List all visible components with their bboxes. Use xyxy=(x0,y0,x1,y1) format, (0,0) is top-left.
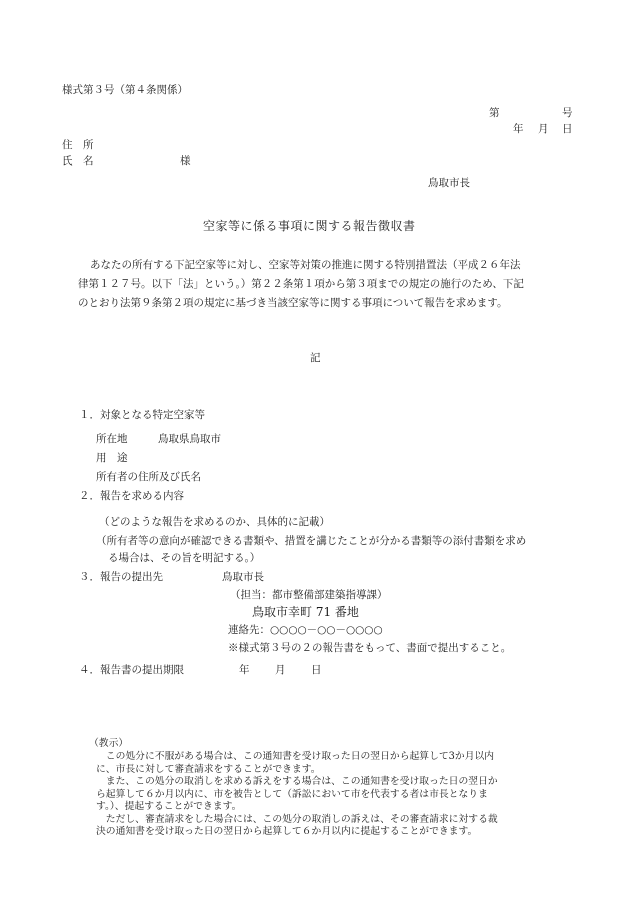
honorific: 様 xyxy=(180,155,191,167)
deadline-day: 日 xyxy=(311,664,322,676)
location-value: 鳥取県鳥取市 xyxy=(158,433,221,445)
notice-line-7: 決の通知書を受け取った日の翌日から起算して６か月以内に提起することができます。 xyxy=(96,826,478,837)
date-day: 日 xyxy=(562,123,573,135)
notice-line-3: また、この処分の取消しを求める訴えをする場合は、この通知書を受け取った日の翌日か xyxy=(96,776,498,787)
intro-line-3: のとおり法第９条第２項の規定に基づき当該空家等に関する事項について報告を求めます。 xyxy=(78,297,508,309)
contact-phone: 連絡先：○○○○－○○－○○○○ xyxy=(228,624,383,636)
notice-line-5: す。）、提起することができます。 xyxy=(96,801,242,812)
use-label: 用 途 xyxy=(96,452,128,464)
contact-person: （担当：都市整備部建築指導課） xyxy=(230,589,388,601)
notice-body xyxy=(96,751,582,839)
notice-line-1: この処分に不服がある場合は、この通知書を受け取った日の翌日から起算して3か月以内 xyxy=(96,751,495,762)
notice-line-4: ら起算して６か月以内に、市を被告として（訴訟において市を代表する者は市長となりま xyxy=(96,788,488,800)
item2-heading: ２．報告を求める内容 xyxy=(79,490,184,502)
notice-line-6: ただし、審査請求をした場合には、この処分の取消しの訴えは、その審査請求に対する裁 xyxy=(96,813,498,825)
submission-note: ※様式第３号の２の報告書をもって、書面で提出すること。 xyxy=(228,642,512,654)
office-address: 鳥取市幸町 71 番地 xyxy=(252,605,359,619)
intro-paragraph xyxy=(78,256,578,313)
ki-marker: 記 xyxy=(310,352,321,364)
address-label: 住 所 xyxy=(62,139,94,151)
item3-destination: 鳥取市長 xyxy=(222,571,264,583)
intro-line-1: あなたの所有する下記空家等に対し、空家等対策の推進に関する特別措置法（平成２６年法 xyxy=(90,259,521,271)
item2-note2-line1: （所有者等の意向が確認できる書類や、措置を講じたことが分かる書類等の添付書類を求め xyxy=(96,535,527,547)
item1-heading: １．対象となる特定空家等 xyxy=(79,409,205,421)
doc-number-prefix: 第 xyxy=(489,107,500,119)
name-label: 氏 名 xyxy=(62,155,94,167)
item2-note1: （どのような報告を求めるのか、具体的に記載） xyxy=(99,516,330,528)
owner-label: 所有者の住所及び氏名 xyxy=(96,471,201,483)
location-label: 所在地 xyxy=(96,433,128,445)
form-number: 様式第３号（第４条関係） xyxy=(62,84,188,96)
date-year: 年 xyxy=(513,123,524,135)
deadline-year: 年 xyxy=(239,664,250,676)
item4-heading: ４．報告書の提出期限 xyxy=(79,664,184,676)
notice-heading: （教示） xyxy=(89,738,129,749)
item2-note2-line2: る場合は、その旨を明記する。） xyxy=(108,552,261,564)
deadline-month: 月 xyxy=(275,664,286,676)
date-month: 月 xyxy=(538,123,549,135)
doc-number-suffix: 号 xyxy=(562,107,573,119)
item3-heading: ３．報告の提出先 xyxy=(79,571,163,583)
issuer: 鳥取市長 xyxy=(428,177,470,189)
notice-line-2: に、市長に対して審査請求をすることができます。 xyxy=(96,763,321,775)
intro-line-2: 律第１２７号。以下「法」という。）第２２条第１項から第３項までの規定の施行のため、下記 xyxy=(78,278,524,290)
document-title: 空家等に係る事項に関する報告徴収書 xyxy=(203,219,416,233)
